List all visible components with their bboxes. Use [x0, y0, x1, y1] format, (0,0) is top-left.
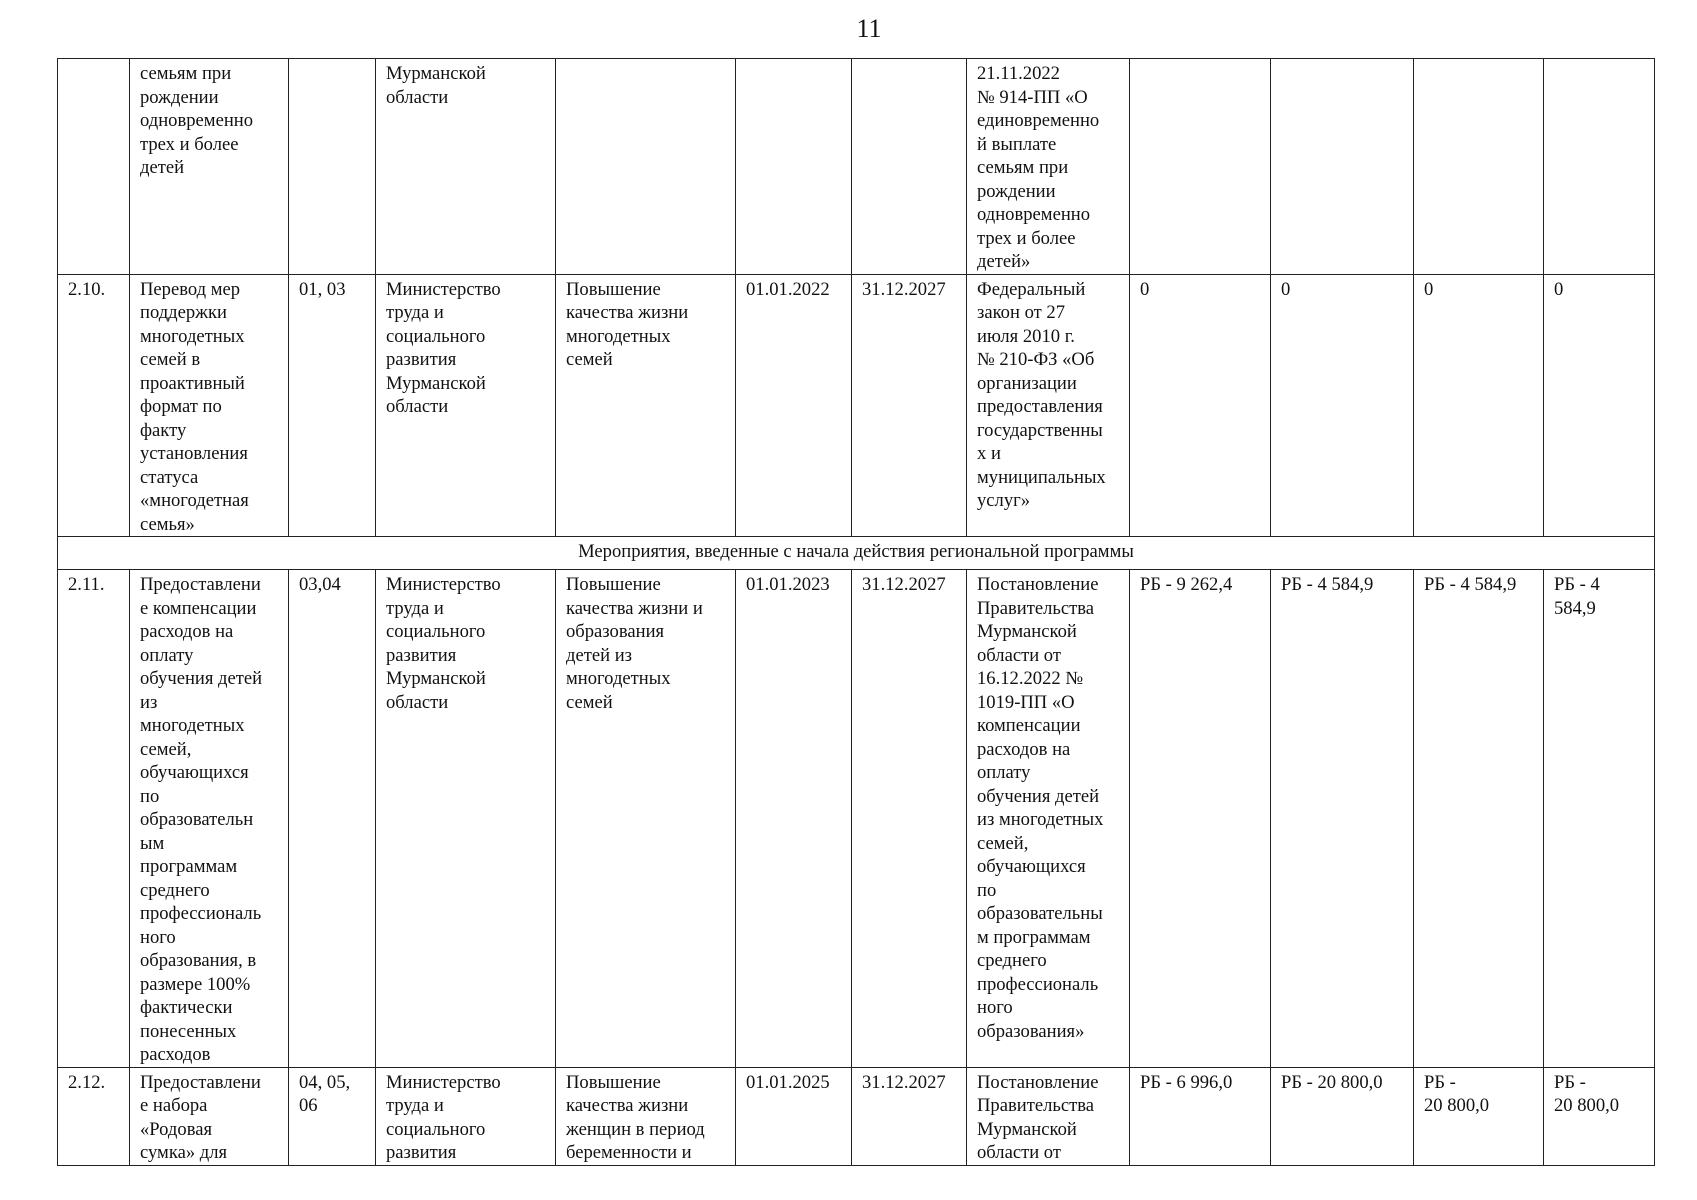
cell-executor: Министерство труда и социального развития Мурманской области [376, 570, 556, 1068]
cell-result: Повышение качества жизни женщин в период беременности и [556, 1067, 736, 1165]
cell-funding-1 [1130, 59, 1271, 275]
section-header-row [58, 537, 1655, 570]
cell-measure: семьям при рождении одновременно трех и более детей [130, 59, 289, 275]
cell-legal-basis: Постановление Правительства Мурманской области от 16.12.2022 № 1019-ПП «О компенсации расходов на оплату обучения детей из многодетных семей, обучающихся по образовательны м программам среднего профессиональ ного образования» [967, 570, 1130, 1068]
cell-task: 01, 03 [289, 274, 376, 537]
section-header: Мероприятия, введенные с начала действия региональной программы [58, 537, 1655, 570]
cell-num: 2.10. [58, 274, 130, 537]
cell-funding-4 [1544, 59, 1655, 275]
cell-num: 2.11. [58, 570, 130, 1068]
cell-funding-4: РБ - 4 584,9 [1544, 570, 1655, 1068]
cell-legal-basis: 21.11.2022 № 914-ПП «О единовременно й выплате семьям при рождении одновременно трех и более детей» [967, 59, 1130, 275]
cell-funding-2: РБ - 4 584,9 [1271, 570, 1414, 1068]
cell-funding-2: РБ - 20 800,0 [1271, 1067, 1414, 1165]
cell-start-date [736, 59, 852, 275]
cell-executor: Мурманской области [376, 59, 556, 275]
cell-start-date: 01.01.2025 [736, 1067, 852, 1165]
cell-legal-basis: Федеральный закон от 27 июля 2010 г. № 210-ФЗ «Об организации предоставления государственны х и муниципальных услуг» [967, 274, 1130, 537]
cell-funding-1: РБ - 6 996,0 [1130, 1067, 1271, 1165]
cell-task [289, 59, 376, 275]
cell-result: Повышение качества жизни многодетных семей [556, 274, 736, 537]
cell-funding-3 [1414, 59, 1544, 275]
cell-end-date: 31.12.2027 [852, 570, 967, 1068]
cell-funding-1: РБ - 9 262,4 [1130, 570, 1271, 1068]
cell-funding-4: РБ - 20 800,0 [1544, 1067, 1655, 1165]
cell-funding-2: 0 [1271, 274, 1414, 537]
cell-legal-basis: Постановление Правительства Мурманской области от [967, 1067, 1130, 1165]
table-row [58, 274, 1655, 537]
cell-funding-2 [1271, 59, 1414, 275]
cell-executor: Министерство труда и социального развития Мурманской области [376, 274, 556, 537]
cell-funding-3: РБ - 4 584,9 [1414, 570, 1544, 1068]
cell-funding-3: РБ - 20 800,0 [1414, 1067, 1544, 1165]
table-row [58, 570, 1655, 1068]
cell-result [556, 59, 736, 275]
cell-end-date: 31.12.2027 [852, 274, 967, 537]
cell-measure: Предоставлени е компенсации расходов на оплату обучения детей из многодетных семей, обучающихся по образовательн ым программам среднего профессиональ ного образования, в размере 100% фактически понесенных расходов [130, 570, 289, 1068]
cell-task: 04, 05, 06 [289, 1067, 376, 1165]
cell-funding-4: 0 [1544, 274, 1655, 537]
measures-table [57, 58, 1655, 1166]
cell-end-date: 31.12.2027 [852, 1067, 967, 1165]
cell-start-date: 01.01.2023 [736, 570, 852, 1068]
table-row [58, 59, 1655, 275]
cell-task: 03,04 [289, 570, 376, 1068]
cell-measure: Предоставлени е набора «Родовая сумка» для [130, 1067, 289, 1165]
cell-num [58, 59, 130, 275]
cell-result: Повышение качества жизни и образования детей из многодетных семей [556, 570, 736, 1068]
page-number: 11 [856, 14, 882, 43]
cell-funding-1: 0 [1130, 274, 1271, 537]
cell-end-date [852, 59, 967, 275]
cell-funding-3: 0 [1414, 274, 1544, 537]
table-row [58, 1067, 1655, 1165]
cell-start-date: 01.01.2022 [736, 274, 852, 537]
cell-executor: Министерство труда и социального развития [376, 1067, 556, 1165]
cell-num: 2.12. [58, 1067, 130, 1165]
cell-measure: Перевод мер поддержки многодетных семей в проактивный формат по факту установления статуса «многодетная семья» [130, 274, 289, 537]
